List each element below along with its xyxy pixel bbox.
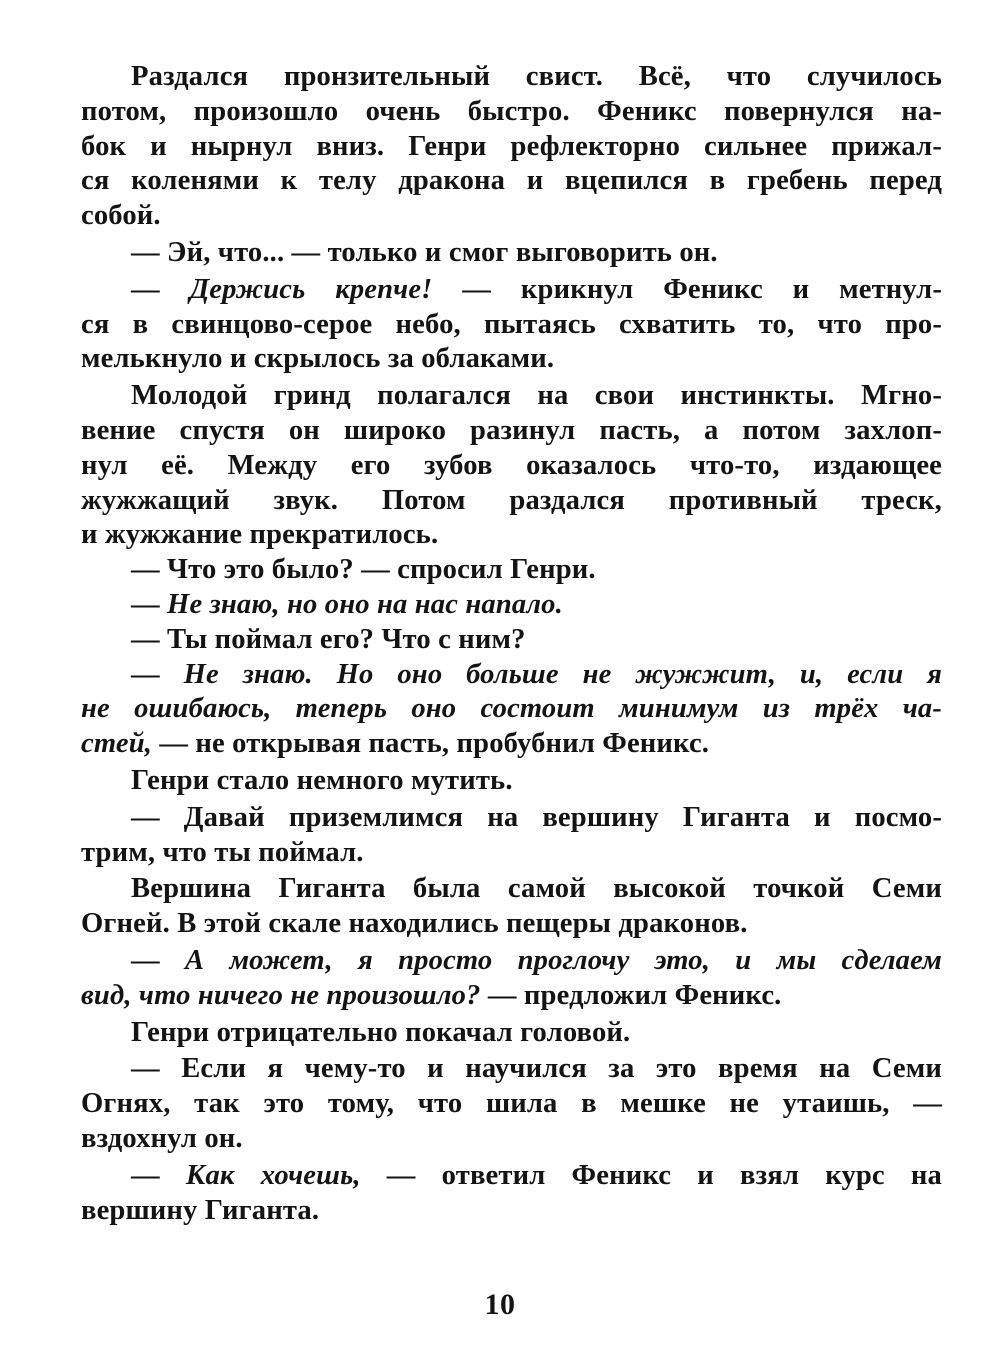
italic-run: вид, что ничего не произошло? bbox=[81, 979, 481, 1011]
text-run: — bbox=[131, 588, 168, 620]
body-text bbox=[81, 60, 942, 1228]
text-run: — не открывая пасть, пробубнил Феникс. bbox=[152, 728, 710, 760]
text-line: вершину Гиганта. bbox=[81, 1194, 320, 1226]
text-line: Огней. В этой скале находились пещеры драконов. bbox=[81, 908, 748, 940]
text-line: вение спустя он широко разинул пасть, а потом захлоп- bbox=[81, 414, 942, 446]
text-line: и жужжание прекратилось. bbox=[81, 519, 439, 551]
text-line bbox=[81, 588, 942, 623]
text-line bbox=[81, 658, 942, 693]
text-line bbox=[81, 692, 942, 727]
text-line: собой. bbox=[81, 200, 161, 232]
text-run: — bbox=[131, 273, 190, 305]
italic-run: Не знаю, но оно на нас напало. bbox=[167, 588, 563, 620]
italic-run: Держись крепче! bbox=[189, 273, 433, 305]
text-line bbox=[81, 273, 942, 308]
text-line bbox=[81, 944, 942, 979]
italic-run: А может, я просто проглочу это, и мы сделаем bbox=[184, 944, 942, 976]
text-run: — bbox=[131, 658, 184, 690]
text-line: — Что это было? — спросил Генри. bbox=[131, 554, 596, 586]
italic-run: Как хочешь, bbox=[185, 1159, 361, 1191]
text-line: мелькнуло и скрылось за облаками. bbox=[81, 343, 555, 375]
text-line bbox=[81, 979, 942, 1014]
text-line: — Если я чему-то и научился за это время на Семи bbox=[131, 1053, 942, 1085]
text-line: бок и нырнул вниз. Генри рефлекторно сильнее прижал- bbox=[81, 130, 942, 162]
text-line: ся в свинцово-серое небо, пытаясь схватить то, что про- bbox=[81, 308, 942, 340]
text-line: Вершина Гиганта была самой высокой точкой Семи bbox=[131, 873, 942, 905]
text-line: нул её. Между его зубов оказалось что-то, издающее bbox=[81, 449, 942, 481]
italic-run: не ошибаюсь, теперь оно состоит минимум из трёх ча- bbox=[81, 693, 942, 725]
text-line: — Ты поймал его? Что с ним? bbox=[131, 623, 526, 655]
text-line: — Давай приземлимся на вершину Гиганта и посмо- bbox=[131, 801, 942, 833]
text-line: потом, произошло очень быстро. Феникс повернулся на- bbox=[81, 95, 942, 127]
text-line: Раздался пронзительный свист. Всё, что случилось bbox=[131, 61, 942, 92]
text-run: — крикнул Феникс и метнул- bbox=[432, 273, 942, 305]
text-line: — Эй, что... — только и смог выговорить он. bbox=[131, 236, 718, 268]
text-run: — bbox=[131, 1159, 186, 1191]
text-run: — ответил Феникс и взял курс на bbox=[360, 1159, 943, 1191]
text-line: Молодой гринд полагался на свои инстинкты. Мгно- bbox=[131, 380, 942, 412]
text-line bbox=[81, 1159, 942, 1194]
text-run: — bbox=[131, 944, 185, 976]
text-line: Генри отрицательно покачал головой. bbox=[131, 1016, 631, 1048]
text-run: — предложил Феникс. bbox=[480, 979, 782, 1011]
text-line: Огнях, так это тому, что шила в мешке не утаишь, — bbox=[81, 1088, 942, 1120]
italic-run: Не знаю. Но оно больше не жужжит, и, если я bbox=[183, 658, 943, 690]
page-number: 10 bbox=[484, 1288, 516, 1321]
text-line: ся коленями к телу дракона и вцепился в гребень перед bbox=[81, 165, 942, 197]
italic-run: стей, bbox=[81, 728, 153, 760]
text-line: вздохнул он. bbox=[81, 1122, 243, 1154]
text-line: жужжащий звук. Потом раздался противный треск, bbox=[81, 484, 942, 516]
text-line: Генри стало немного мутить. bbox=[131, 764, 513, 796]
text-line: трим, что ты поймал. bbox=[81, 836, 364, 868]
text-line bbox=[81, 727, 942, 762]
